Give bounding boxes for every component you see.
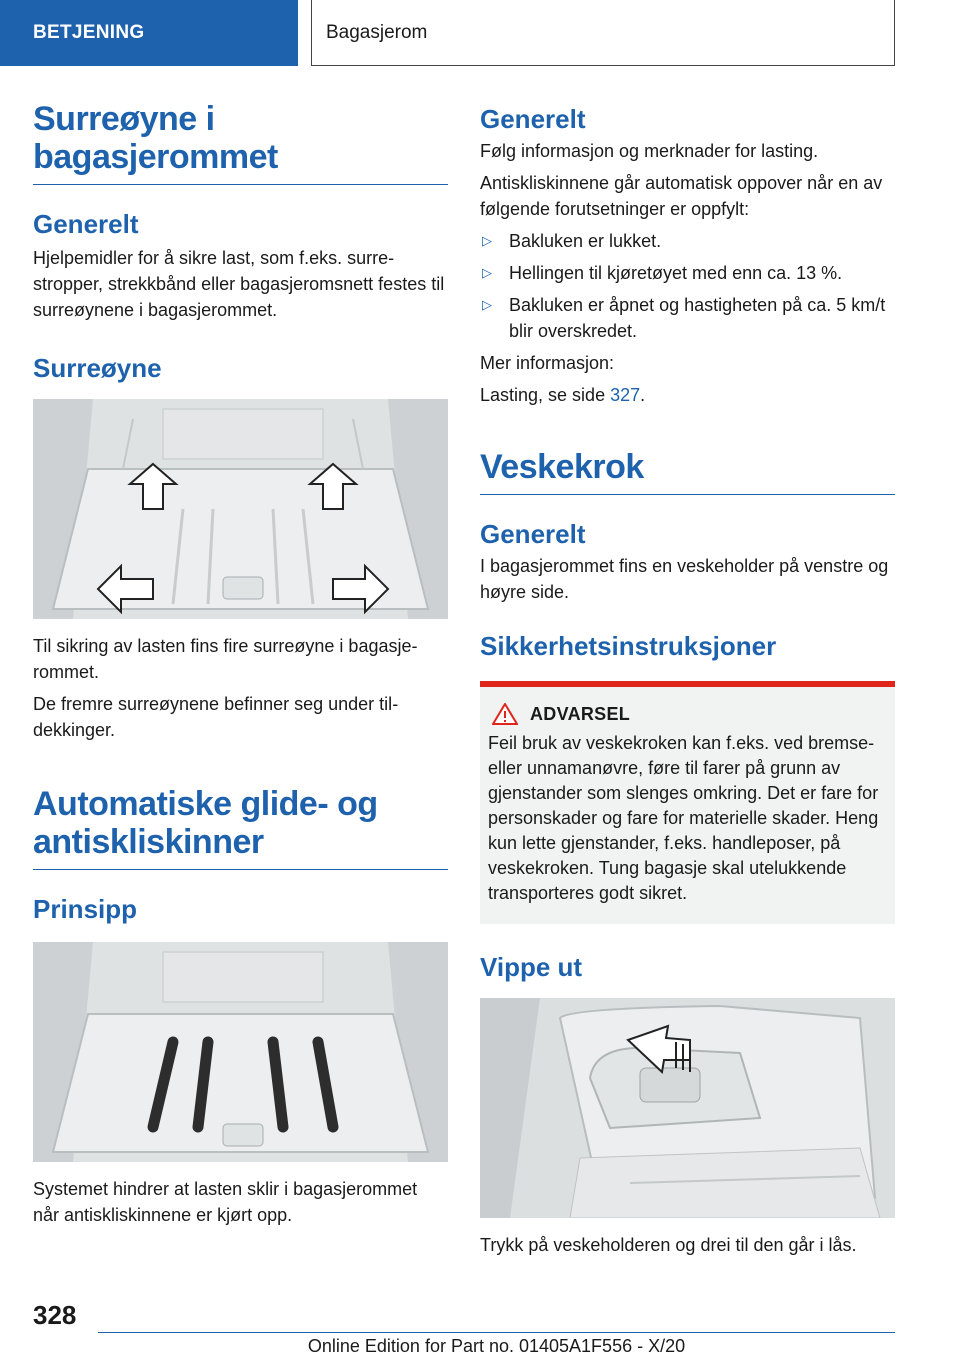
list-item: ▷ Bakluken er åpnet og hastigheten på ca. 5 km/t blir overskredet. (480, 292, 895, 344)
heading-generelt-right: Generelt (480, 104, 586, 134)
paragraph-mer-informasjon: Mer informasjon: (480, 353, 615, 373)
page-link[interactable]: 327 (610, 385, 641, 405)
triangle-right-icon: ▷ (482, 297, 492, 312)
triangle-right-icon: ▷ (482, 233, 492, 248)
warning-triangle-icon (492, 703, 518, 725)
paragraph-trykk: Trykk på veskeholderen og drei til den går i lås. (480, 1235, 857, 1255)
heading-glide-antiskli: Automatiske glide- og antiskliskinner (33, 785, 378, 861)
figure-antiskliskinner (33, 942, 448, 1162)
topic-tab: Bagasjerom (311, 0, 895, 66)
paragraph-folg: Følg informasjon og merknader for lasting. (480, 141, 819, 161)
list-item: ▷ Bakluken er lukket. (480, 228, 895, 254)
paragraph-surre-2: De fremre surreøynene befinner seg under tildekkinger. (33, 694, 399, 740)
heading-rule (33, 869, 448, 870)
heading-prinsipp: Prinsipp (33, 894, 138, 924)
figure-surreoyne (33, 399, 448, 619)
footer-rule (98, 1332, 895, 1333)
heading-generelt-veske: Generelt (480, 519, 586, 549)
heading-generelt: Generelt (33, 209, 139, 239)
heading-surreoyne: Surreøyne (33, 353, 162, 383)
paragraph-lasting: Lasting, se side 327. (480, 385, 646, 405)
list-item: ▷ Hellingen til kjøretøyet med enn ca. 13 %. (480, 260, 895, 286)
heading-surreoyne-bagasjerommet: Surreøyne i bagasjerommet (33, 100, 278, 176)
warning-title: ADVARSEL (530, 703, 631, 724)
page-number: 328 (33, 1300, 77, 1330)
paragraph-generelt: Hjelpemidler for å sikre last, som f.eks. surrestropper, strekkbånd eller bagasjeromsnett festes til surreøynene i bagasjerommet. (33, 248, 445, 320)
heading-vippe-ut: Vippe ut (480, 952, 583, 982)
heading-sikkerhet: Sikkerhetsinstruksjoner (480, 631, 777, 661)
heading-veskekrok: Veskekrok (480, 448, 644, 486)
paragraph-veske: I bagasjerommet fins en veskeholder på venstre og høyre side. (480, 556, 889, 602)
edition-note: Online Edition for Part no. 01405A1F556 - X/20 (307, 1336, 686, 1356)
warning-text: Feil bruk av veskekroken kan f.eks. ved bremse- eller unnamanøvre, føre til farer på grunn av gjenstander som slenges omkring. Det er fare for personskader og fare for materielle skader. Heng kun lette gjenstander, f.eks. handleposer, på veskekroken. Tung bagasje skal utelukkende transporteres godt sikret. (488, 733, 879, 903)
paragraph-prinsipp: Systemet hindrer at lasten sklir i bagasjerommet når antiskliskinnene er kjørt opp. (33, 1179, 418, 1225)
left-column (33, 100, 448, 1228)
figure-veskekrok (480, 998, 895, 1218)
conditions-list (480, 228, 895, 344)
right-column (480, 104, 895, 1258)
paragraph-anti: Antiskliskinnene går automatisk oppover når en av følgende forutsetninger er oppfylt: (480, 173, 883, 219)
warning-box (480, 681, 895, 924)
section-tab: BETJENING (0, 0, 298, 66)
paragraph-surre-1: Til sikring av lasten fins fire surreøyne i bagasjerommet. (33, 636, 418, 682)
heading-rule (33, 184, 448, 185)
triangle-right-icon: ▷ (482, 265, 492, 280)
heading-rule (480, 494, 895, 495)
warning-header (488, 703, 887, 725)
page-header (0, 0, 960, 66)
